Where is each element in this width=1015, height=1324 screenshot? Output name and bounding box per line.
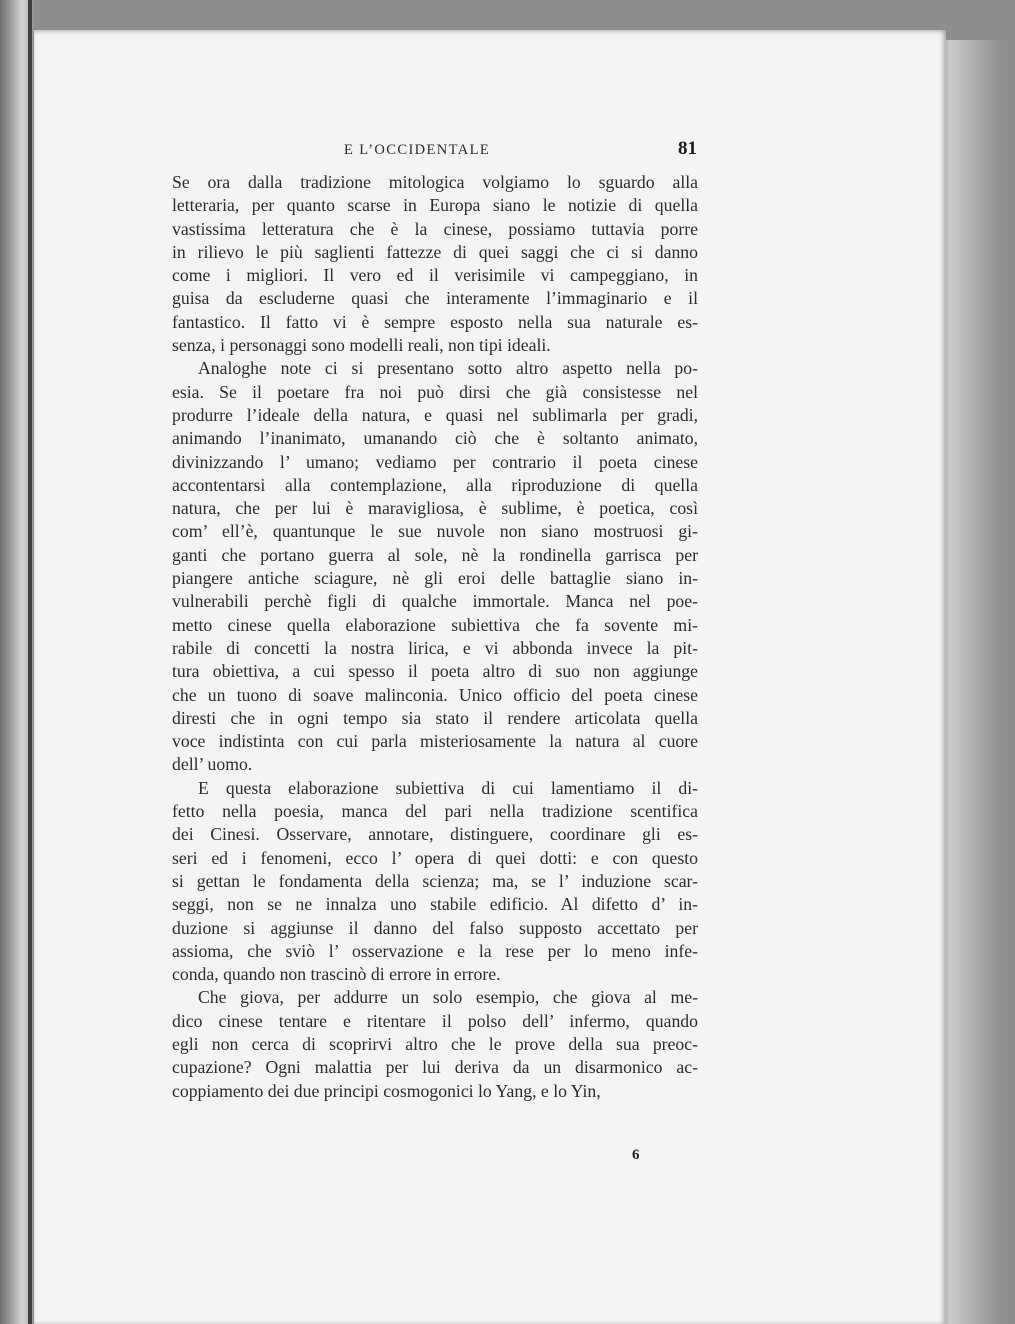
facing-page-edge — [28, 0, 32, 1324]
text-line: fetto nella poesia, manca del pari nella tradizione scentifica — [172, 801, 698, 822]
text-line: vulnerabili perchè figli di qualche immortale. Manca nel poe- — [172, 591, 698, 612]
text-line: rabile di concetti la nostra lirica, e vi abbonda invece la pit- — [172, 637, 698, 658]
text-line: E questa elaborazione subiettiva di cui lamentiamo il di- — [198, 777, 698, 798]
text-line: seggi, non se ne innalza uno stabile edificio. Al difetto d’ in- — [172, 894, 698, 915]
text-line: com’ ell’è, quantunque le sue nuvole non siano mostruosi gi- — [172, 521, 698, 542]
text-line: guisa da escluderne quasi che interamente l’immaginario e il — [172, 288, 698, 309]
text-line: si gettan le fondamenta della scienza; ma, se l’ induzione scar- — [172, 870, 698, 891]
paragraph — [172, 777, 698, 987]
text-line: Se ora dalla tradizione mitologica volgiamo lo sguardo alla — [172, 172, 698, 192]
text-line: dei Cinesi. Osservare, annotare, distinguere, coordinare gli es- — [172, 824, 698, 845]
text-line: diresti che in ogni tempo sia stato il rendere articolata quella — [172, 707, 698, 728]
paragraph — [172, 357, 698, 776]
text-line: produrre l’ideale della natura, e quasi nel sublimarla per gradi, — [172, 404, 698, 425]
text-line: seri ed i fenomeni, ecco l’ opera di quei dotti: e con questo — [172, 847, 698, 868]
text-line: assioma, che sviò l’ osservazione e la rese per lo meno infe- — [172, 940, 698, 961]
text-line: tura obiettiva, a cui spesso il poeta altro di suo non aggiunge — [172, 661, 698, 682]
text-line: piangere antiche sciagure, nè gli eroi delle battaglie siano in- — [172, 568, 698, 589]
text-line: esia. Se il poetare fra noi può dirsi che già consistesse nel — [172, 381, 698, 402]
text-line: conda, quando non trascinò di errore in errore. — [172, 964, 501, 985]
text-line: senza, i personaggi sono modelli reali, non tipi ideali. — [172, 335, 551, 356]
text-line: voce indistinta con cui parla misteriosamente la natura al cuore — [172, 731, 698, 752]
text-line: fantastico. Il fatto vi è sempre esposto nella sua naturale es- — [172, 311, 698, 332]
text-line: dico cinese tentare e ritentare il polso dell’ infermo, quando — [172, 1010, 698, 1031]
text-line: cupazione? Ogni malattia per lui deriva da un disarmonico ac- — [172, 1057, 698, 1078]
running-title: E L’OCCIDENTALE — [344, 142, 491, 158]
text-line: animando l’inanimato, umanando ciò che è soltanto animato, — [172, 428, 698, 449]
text-line: egli non cerca di scoprirvi altro che le prove della sua preoc- — [172, 1033, 698, 1054]
text-line: ganti che portano guerra al sole, nè la rondinella garrisca per — [172, 544, 698, 565]
text-line: vastissima letteratura che è la cinese, possiamo tuttavia porre — [172, 218, 698, 239]
text-line: duzione si aggiunse il danno del falso supposto accettato per — [172, 917, 698, 938]
text-line: che un tuono di soave malinconia. Unico officio del poeta cinese — [172, 684, 698, 705]
text-line: accontentarsi alla contemplazione, alla riproduzione di quella — [172, 474, 698, 495]
body-text — [172, 171, 698, 1103]
page-stack-edge — [942, 40, 1015, 1324]
paragraph — [172, 986, 698, 1102]
text-line: Analoghe note ci si presentano sotto altro aspetto nella po- — [198, 358, 698, 379]
running-head — [0, 138, 946, 166]
text-line: natura, che per lui è maravigliosa, è sublime, è poetica, così — [172, 498, 698, 519]
text-line: dell’ uomo. — [172, 754, 253, 775]
paragraph — [172, 171, 698, 357]
text-line: coppiamento dei due principi cosmogonici lo Yang, e lo Yin, — [172, 1080, 601, 1101]
text-line: letteraria, per quanto scarse in Europa siano le notizie di quella — [172, 195, 698, 216]
text-line: in rilievo le più saglienti fattezze di quei saggi che ci si danno — [172, 241, 698, 262]
signature-mark: 6 — [632, 1147, 640, 1163]
page-number: 81 — [678, 138, 697, 159]
text-line: metto cinese quella elaborazione subiettiva che fa sovente mi- — [172, 614, 698, 635]
text-line: divinizzando l’ umano; vediamo per contrario il poeta cinese — [172, 451, 698, 472]
text-line: Che giova, per addurre un solo esempio, che giova al me- — [198, 987, 698, 1008]
text-line: come i migliori. Il vero ed il verisimile vi campeggiano, in — [172, 265, 698, 286]
